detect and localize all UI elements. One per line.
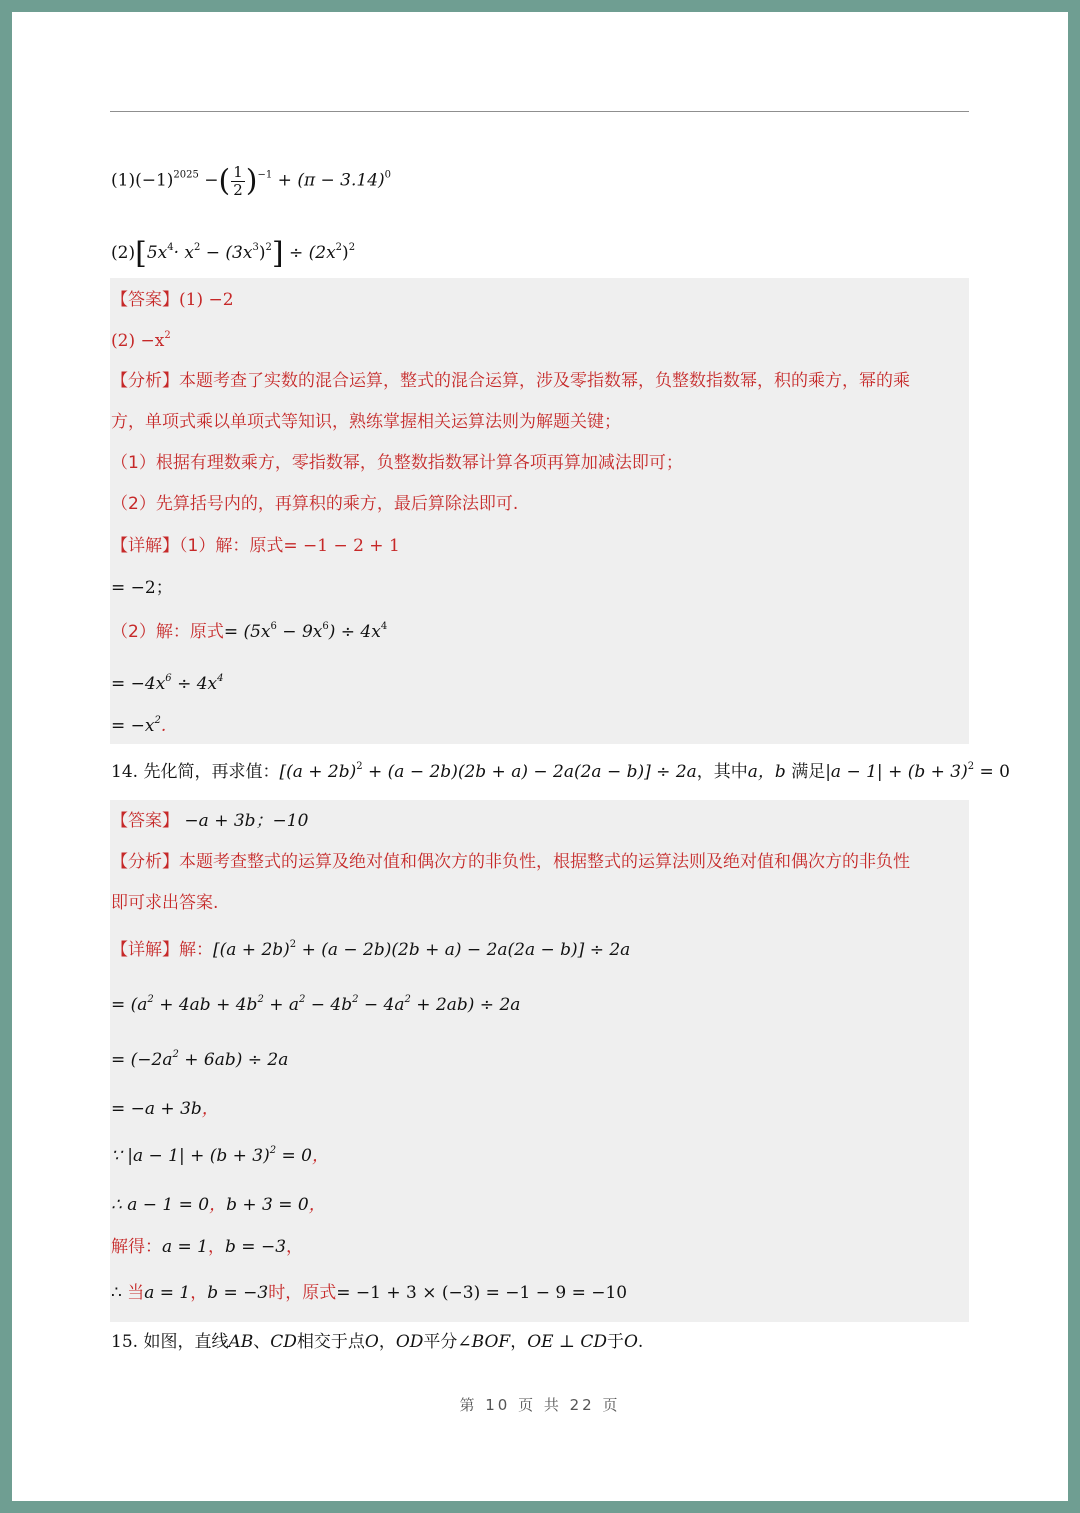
q13-fraction: $\frac{1}{2}$	[233, 163, 243, 199]
ans13-detail-2-final: = $-x^2$.	[111, 715, 167, 736]
document-page	[12, 12, 1068, 1501]
ans13-analysis-item-2: （2）先算括号内的，再算积的乘方，最后算除法即可.	[111, 494, 519, 514]
ans14-step-6: 解得：a = 1，b = −3，	[111, 1237, 304, 1257]
ans14-step-5: ∴ a − 1 = 0，b + 3 = 0，	[111, 1195, 326, 1215]
ans13-analysis: 【分析】本题考查了实数的混合运算，整式的混合运算，涉及零指数幂，负整数指数幂，积的乘方，幂的乘	[111, 371, 910, 391]
ans14-step-7: ∴ 当a = 1，b = −3时，原式= −1 + 3 × (−3) = −1 − 9 = −10	[111, 1283, 628, 1303]
ans13-detail-1: 【详解】（1）解：原式= −1 − 2 + 1	[111, 536, 400, 556]
ans13-detail-2-step: = $-4x^6 \div 4x^4$	[111, 673, 224, 694]
ans14-step-2: = $(-2a^2 + 6ab) \div 2a$	[111, 1049, 289, 1070]
page-footer: 第 10 页 共 22 页	[459, 1396, 621, 1414]
ans14-analysis: 【分析】本题考查整式的运算及绝对值和偶次方的非负性，根据整式的运算法则及绝对值和偶次方的非负性	[111, 852, 910, 872]
ans14-detail: 【详解】解：$[(a + 2b)^2 + (a - 2b)(2b + a) - 2a(2a - b)] \div 2a$	[111, 939, 631, 960]
ans14-answer: 【答案】 −a + 3b；−10	[111, 811, 309, 831]
ans14-step-4: ∵ $|a - 1| + (b + 3)^2 = 0$，	[111, 1145, 329, 1166]
ans14-step-3: = −a + 3b，	[111, 1099, 219, 1119]
q15-statement: 15. 如图，直线AB、CD相交于点O，OD平分∠BOF，OE ⊥ CD于O.	[111, 1332, 644, 1352]
ans13-answer-2: $(2) -x^2$	[111, 330, 171, 351]
ans13-analysis-item-1: （1）根据有理数乘方，零指数幂，负整数指数幂计算各项再算加减法即可；	[111, 453, 683, 473]
header-rule	[110, 111, 969, 112]
q14-statement: 14. 先化简，再求值：$[(a + 2b)^2 + (a - 2b)(2b + a) - 2a(2a - b)] \div 2a$，其中a，b 满足$|a - 1| + (b + 3)^2 = 0$	[111, 761, 1010, 782]
ans13-analysis-cont: 方，单项式乘以单项式等知识，熟练掌握相关运算法则为解题关键；	[111, 412, 621, 432]
ans13-detail-2: （2）解：原式= $(5x^6 - 9x^6) \div 4x^4$	[111, 621, 388, 642]
ans13-answer: 【答案】(1) −2	[111, 290, 234, 310]
ans14-step-1: = $(a^2 + 4ab + 4b^2 + a^2 - 4b^2 - 4a^2 + 2ab) \div 2a$	[111, 994, 521, 1015]
q13-part1: $(1)(-1)^{2025}$ −( $\frac{1}{2}$ )$^{-1} + (\pi - 3.14)^0$	[111, 163, 392, 199]
q13-part2: $(2)[5x^4\cdot x^2 - (3x^3)^2] \div (2x^2)^2$	[111, 236, 356, 271]
ans13-detail-1-result: = −2；	[111, 578, 173, 598]
ans14-analysis-cont: 即可求出答案.	[111, 893, 219, 913]
